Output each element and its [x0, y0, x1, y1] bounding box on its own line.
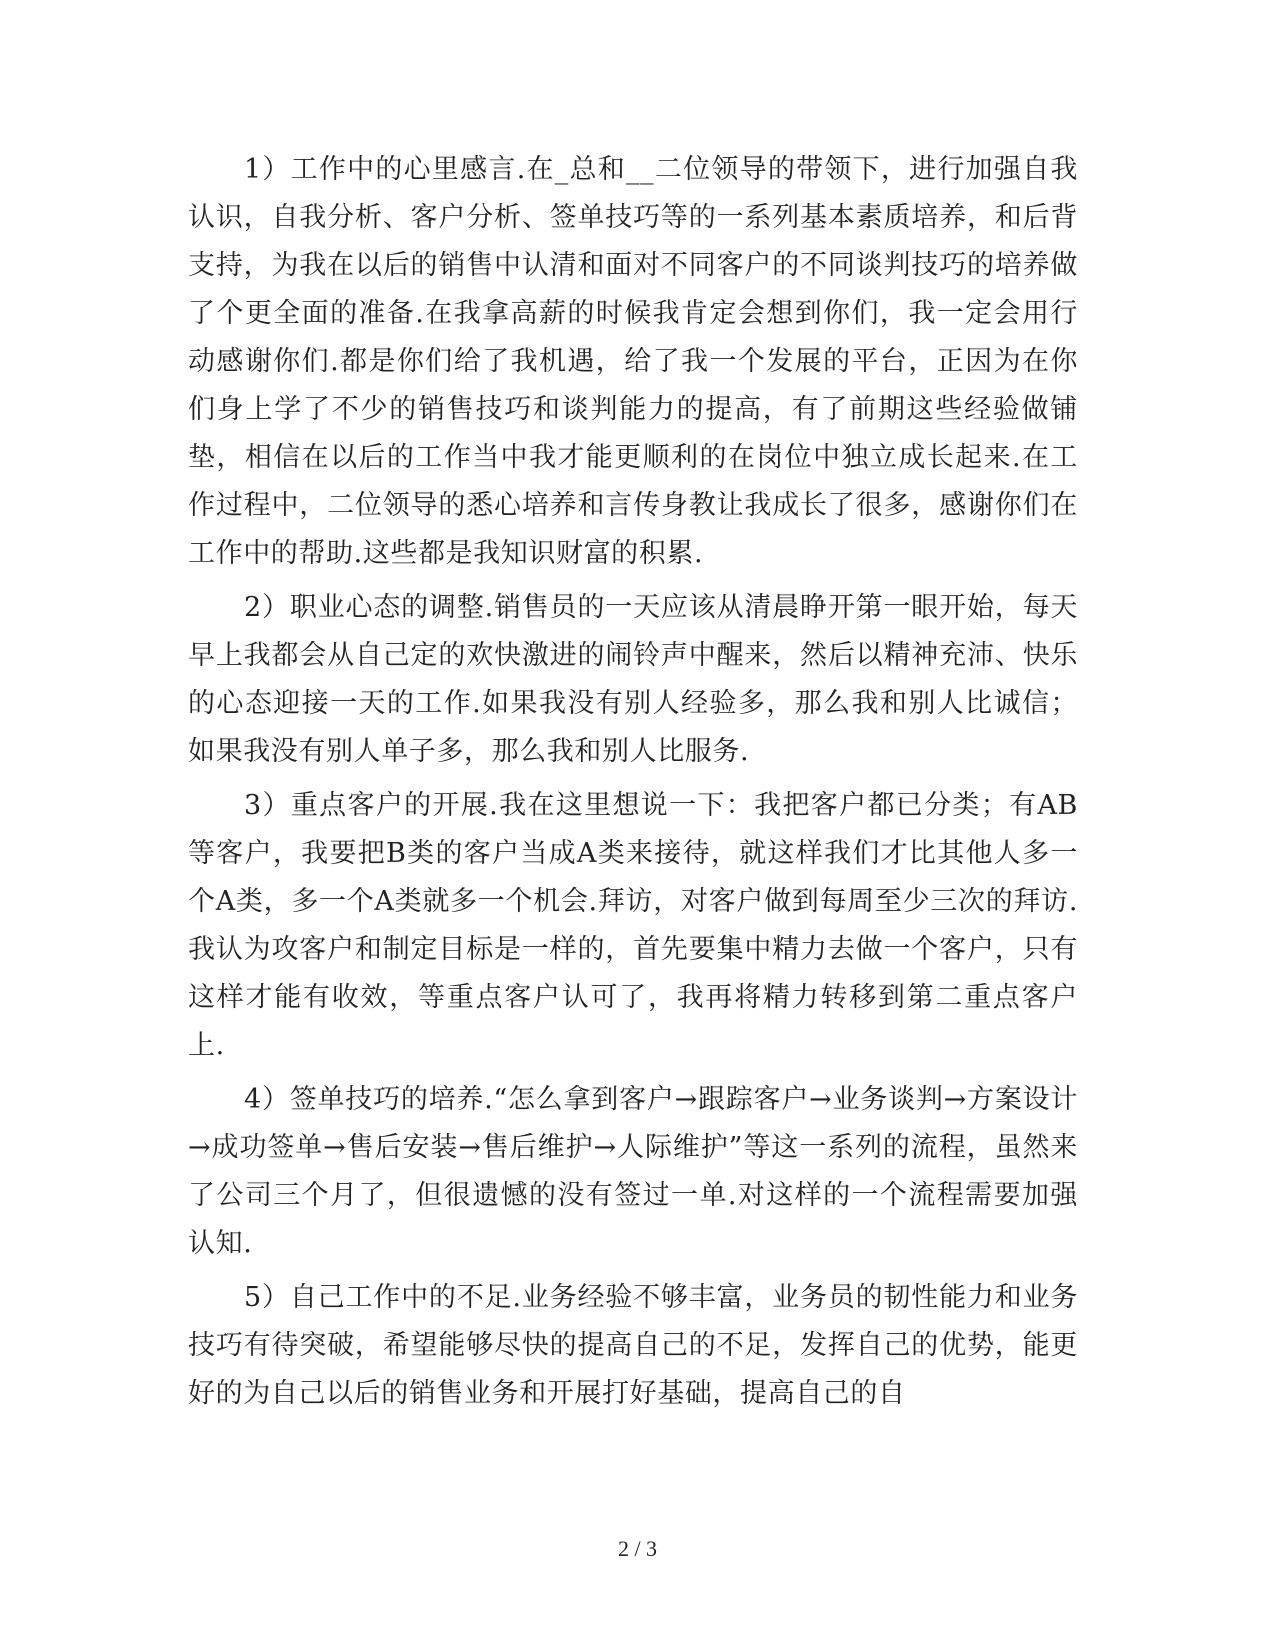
paragraph-4: 4）签单技巧的培养.“怎么拿到客户→跟踪客户→业务谈判→方案设计→成功签单→售后安装→售后维护→人际维护”等这一系列的流程，虽然来了公司三个月了，但很遗憾的没有签过一单.对这样的一个流程需要加强认知.	[188, 1084, 1078, 1259]
page-number: 2 / 3	[617, 1536, 658, 1561]
paragraph-3: 3）重点客户的开展.我在这里想说一下：我把客户都已分类；有AB等客户，我要把B类的客户当成A类来接待，就这样我们才比其他人多一个A类，多一个A类就多一个机会.拜访，对客户做到每周至少三次的拜访.我认为攻客户和制定目标是一样的，首先要集中精力去做一个客户，只有这样才能有收效，等重点客户认可了，我再将精力转移到第二重点客户上.	[188, 790, 1078, 1061]
document-body	[188, 146, 1078, 1424]
paragraph-1: 1）工作中的心里感言.在_总和__二位领导的带领下，进行加强自我认识，自我分析、客户分析、签单技巧等的一系列基本素质培养，和后背支持，为我在以后的销售中认清和面对不同客户的不同谈判技巧的培养做了个更全面的准备.在我拿高薪的时候我肯定会想到你们，我一定会用行动感谢你们.都是你们给了我机遇，给了我一个发展的平台，正因为在你们身上学了不少的销售技巧和谈判能力的提高，有了前期这些经验做铺垫，相信在以后的工作当中我才能更顺利的在岗位中独立成长起来.在工作过程中，二位领导的悉心培养和言传身教让我成长了很多，感谢你们在工作中的帮助.这些都是我知识财富的积累.	[188, 154, 1078, 569]
paragraph-5: 5）自己工作中的不足.业务经验不够丰富，业务员的韧性能力和业务技巧有待突破，希望能够尽快的提高自己的不足，发挥自己的优势，能更好的为自己以后的销售业务和开展打好基础，提高自己的自	[188, 1282, 1078, 1409]
paragraph-2: 2）职业心态的调整.销售员的一天应该从清晨睁开第一眼开始，每天早上我都会从自己定的欢快激进的闹铃声中醒来，然后以精神充沛、快乐的心态迎接一天的工作.如果我没有别人经验多，那么我和别人比诚信；如果我没有别人单子多，那么我和别人比服务.	[188, 592, 1078, 767]
